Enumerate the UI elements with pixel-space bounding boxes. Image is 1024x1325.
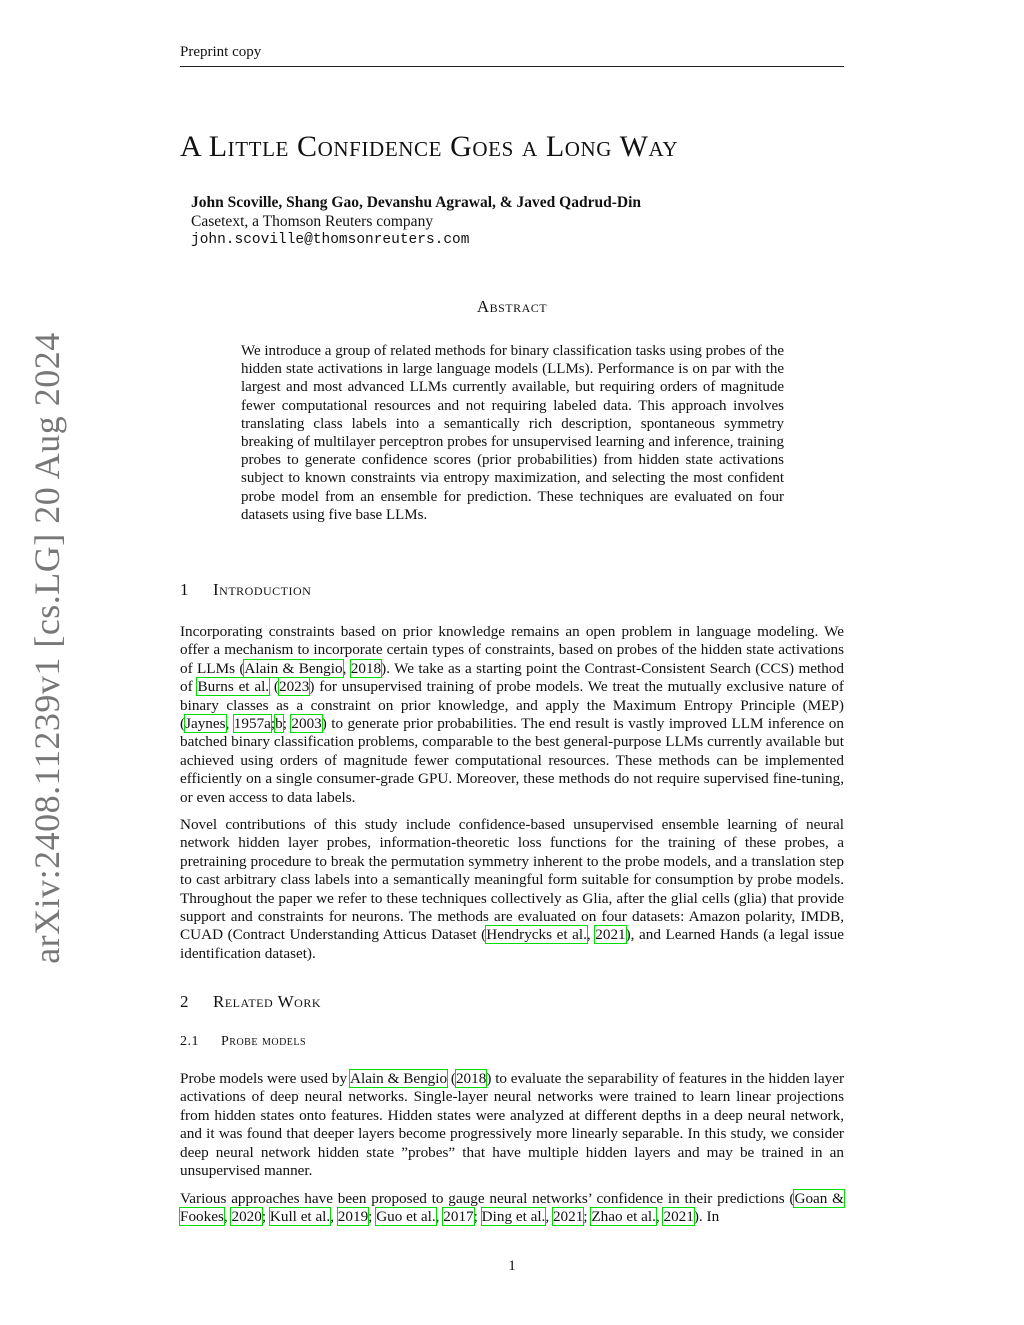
citation-link[interactable]: 2023: [278, 678, 310, 696]
citation-link[interactable]: 2019: [337, 1208, 369, 1226]
citation-link[interactable]: 2021: [663, 1208, 694, 1226]
probe-models-paragraph-2: Various approaches have been proposed to gauge neural networks’ confidence in their predictions (Goan & Fookes, 2020; Kull et al., 2019; Guo et al., 2017; Ding et al., 2021; Zhao et al., 2021). In: [180, 1190, 844, 1226]
citation-link[interactable]: 2003: [291, 715, 322, 733]
citation-link[interactable]: Zhao et al.: [591, 1208, 656, 1226]
citation-link[interactable]: Kull et al.: [269, 1208, 331, 1226]
citation-link[interactable]: 2021: [595, 926, 626, 944]
author-email[interactable]: john.scoville@thomsonreuters.com: [191, 232, 470, 248]
subsection-number: 2.1: [180, 1034, 199, 1049]
citation-link[interactable]: Goan & Fookes: [180, 1190, 844, 1226]
author-list: John Scoville, Shang Gao, Devanshu Agrawal, & Javed Qadrud-Din: [191, 194, 642, 211]
section-title: Introduction: [213, 580, 312, 599]
intro-paragraph-1: Incorporating constraints based on prior knowledge remains an open problem in language modeling. We offer a mechanism to incorporate certain types of constraints, based on probes of the hidden state activations of LLMs (Alain & Bengio, 2018). We take as a starting point the Contrast-Consistent Search (CCS) method of Burns et al. (2023) for unsupervised training of probe models. We treat the mutually exclusive nature of binary classes as a constraint on prior knowledge, and apply the Maximum Entropy Principle (MEP) (Jaynes, 1957a;b; 2003) to generate prior probabilities. The end result is vastly improved LLM inference on batched binary classification problems, comparable to the best general-purpose LLMs currently available but achieved using orders of magnitude fewer computational resources. These methods can be implemented efficiently on a single consumer-grade GPU. Moreover, these methods do not require supervised fine-tuning, or even access to data labels.: [180, 623, 844, 806]
abstract-text: We introduce a group of related methods for binary classification tasks using probes of the hidden state activations in large language models (LLMs). Performance is on par with the largest and most advanced LLMs currently available, but requiring orders of magnitude fewer computational resources and not requiring labeled data. This approach involves translating class labels into a semantically rich description, spontaneous symmetry breaking of multilayer perceptron probes for unsupervised learning and inference, training probes to generate confidence scores (prior probabilities) from hidden state activations subject to known constraints via entropy maximization, and selecting the most confident probe model from an ensemble for prediction. These techniques are evaluated on four datasets using five base LLMs.: [241, 343, 784, 523]
citation-link[interactable]: Ding et al.: [481, 1208, 546, 1226]
citation-link[interactable]: 1957a: [233, 715, 271, 733]
section-number: 1: [180, 580, 189, 599]
subsection-title: Probe models: [221, 1034, 307, 1049]
citation-link[interactable]: Alain & Bengio: [350, 1070, 448, 1087]
citation-link[interactable]: 2021: [552, 1208, 584, 1226]
citation-link[interactable]: Jaynes: [185, 715, 226, 733]
intro-paragraph-2: Novel contributions of this study include confidence-based unsupervised ensemble learning of neural network hidden layer probes, information-theoretic loss functions for the training of these probes, a pretraining procedure to break the permutation symmetry inherent to the probe models, and a translation step to cast arbitrary class labels into a semantically meaningful form suitable for consumption by probe models. Throughout the paper we refer to these techniques collectively as Glia, after the glial cells (glia) that provide support and constraints for neurons. The methods are evaluated on four datasets: Amazon polarity, IMDB, CUAD (Contract Understanding Atticus Dataset (Hendrycks et al., 2021), and Learned Hands (a legal issue identification dataset).: [180, 816, 845, 962]
affiliation: Casetext, a Thomson Reuters company: [191, 213, 434, 230]
citation-link[interactable]: Alain & Bengio: [244, 659, 343, 677]
section-heading-introduction: [180, 580, 311, 600]
probe-models-paragraph-1: Probe models were used by Alain & Bengio (2018) to evaluate the separability of features in the hidden layer activations of deep neural networks. Single-layer neural networks were trained to learn linear projections from hidden states onto features. Hidden states were analyzed at different depths in a deep neural network, and it was found that deeper layers become progressively more linearly separable. In this study, we consider deep neural network hidden state ”probes” that have multiple hidden layers and may be trained in an unsupervised manner.: [180, 1070, 845, 1180]
citation-link[interactable]: 2017: [443, 1208, 474, 1226]
citation-link[interactable]: 2018: [350, 659, 382, 677]
section-heading-related-work: [180, 992, 321, 1012]
arxiv-identifier[interactable]: arXiv:2408.11239v1 [cs.LG] 20 Aug 2024: [27, 332, 67, 964]
citation-link[interactable]: 2018: [455, 1070, 487, 1087]
running-header: Preprint copy: [180, 44, 262, 60]
citation-link[interactable]: Burns et al.: [197, 678, 270, 696]
section-title: Related Work: [213, 992, 321, 1011]
section-number: 2: [180, 992, 189, 1011]
subsection-heading-probe-models: [180, 1034, 306, 1050]
citation-link[interactable]: Hendrycks et al.: [486, 926, 587, 944]
header-rule: [180, 66, 844, 67]
abstract-heading: Abstract: [476, 297, 548, 316]
citation-link[interactable]: 2020: [231, 1208, 262, 1226]
paper-title: A Little Confidence Goes a Long Way: [180, 130, 679, 163]
page-number: 1: [508, 1258, 516, 1274]
citation-link[interactable]: b: [275, 715, 283, 733]
citation-link[interactable]: Guo et al.: [376, 1208, 436, 1226]
